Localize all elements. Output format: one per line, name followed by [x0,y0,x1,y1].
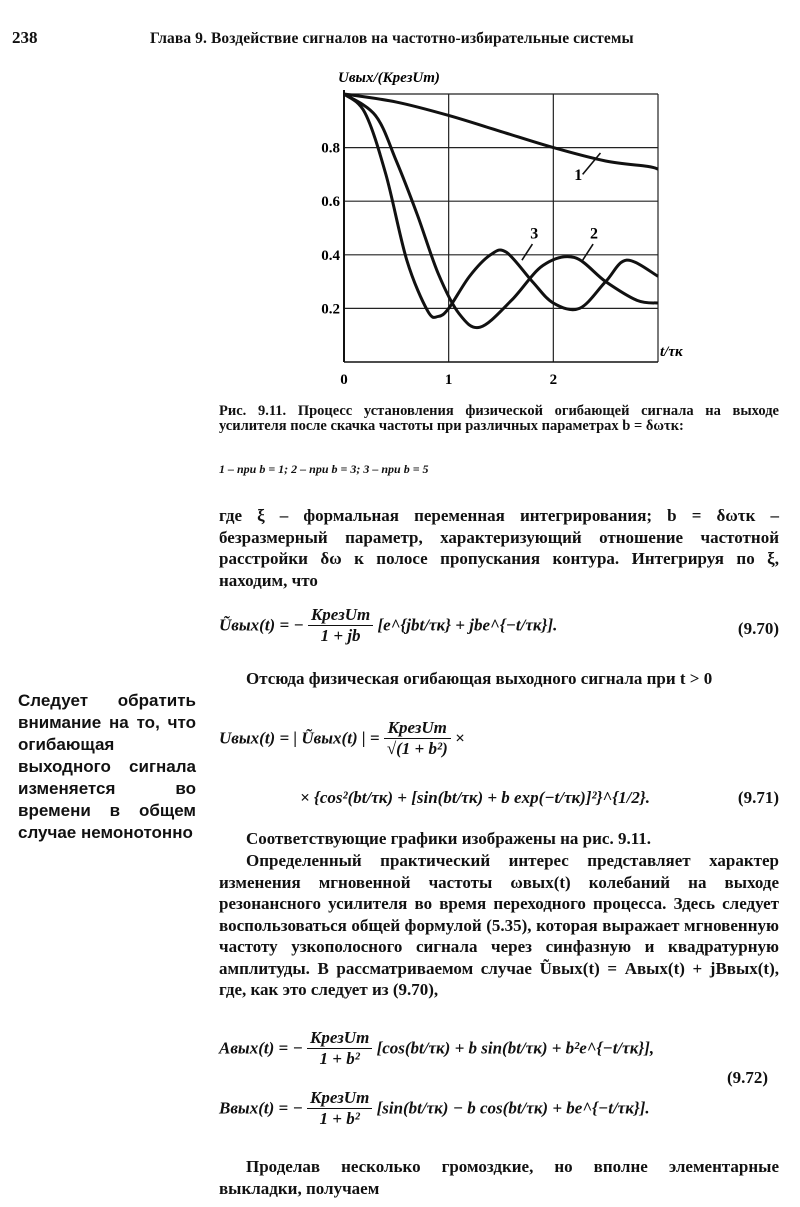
annotation-leader [583,244,593,260]
eq972a-tail: [cos(bt/τк) + b sin(bt/τк) + b²e^{−t/τк}], [376,1038,655,1058]
curve-label-1: 1 [574,166,583,184]
eq971-fraction [384,718,451,759]
eq970-fraction [308,605,373,646]
eq972b-numerator: KрезUm [307,1088,372,1109]
x-tick-label: 1 [444,372,453,388]
series-line-2 [344,94,658,328]
eq972-number: (9.72) [727,1068,769,1087]
chart-grid [344,94,658,362]
eq972b-denominator: 1 + b² [319,1109,360,1128]
series-line-1 [344,94,658,169]
y-tick-label: 0.4 [321,247,340,264]
eq972a-numerator: KрезUm [307,1028,372,1049]
margin-note: Следует обратить внимание на то, что огибающая выходного сигнала изменяется во времени в общем случае немонотонно [18,691,196,842]
equation-9-70 [219,605,779,653]
paragraph-5: Проделав несколько громоздкие, но вполне элементарные выкладки, получаем [219,1157,779,1198]
eq972a-lhs: Aвых(t) = − [219,1038,303,1058]
figure-caption: Рис. 9.11. Процесс установления физической огибающей сигнала на выходе усилителя после скачка частоты при различных параметрах b = δωτк: [219,403,779,434]
equation-9-71-line1 [219,718,779,774]
eq971-numerator: KрезUm [384,718,451,739]
y-tick-label: 0.2 [321,301,340,318]
eq972a-fraction [307,1028,372,1069]
eq971-line2: × {cos²(bt/τк) + [sin(bt/τк) + b exp(−t/τк)]²}^{1/2}. [300,788,651,807]
x-tick-label: 0 [340,372,348,388]
paragraph-1: где ξ – формальная переменная интегрирования; b = δωτк – безразмерный параметр, характеризующий отношение частотной расстройки δω к полосе пропускания контура. Интегрируя по ξ, находим, что [219,506,779,590]
eq971-number: (9.71) [737,788,779,807]
eq972b-tail: [sin(bt/τк) − b cos(bt/τк) + be^{−t/τк}]. [376,1098,650,1118]
eq972b-fraction [307,1088,372,1129]
x-tick-label: 2 [549,372,558,388]
equation-9-71-line2 [300,788,779,808]
annotation-leader [522,244,532,260]
eq971-lhs: Uвых(t) = | Ũвых(t) | = [219,728,380,748]
paragraph-3: Соответствующие графики изображены на рис. 9.11. [246,829,652,848]
x-axis-label: t/τк [660,344,683,360]
eq970-denominator: 1 + jb [320,626,361,645]
eq970-number: (9.70) [737,619,779,638]
eq971-denominator: √(1 + b²) [386,739,448,758]
figure-legend: 1 – при b = 1; 2 – при b = 3; 3 – при b = 5 [219,462,429,476]
eq970-tail: [e^{jbt/τк} + jbe^{−t/τк}]. [377,615,558,635]
paragraph-2: Отсюда физическая огибающая выходного сигнала при t > 0 [246,669,713,688]
y-tick-label: 0.8 [321,140,340,157]
eq972a-denominator: 1 + b² [319,1049,360,1068]
chart-series [344,94,658,328]
eq970-numerator: KрезUm [308,605,373,626]
equation-9-72b [219,1088,719,1136]
eq970-lhs: Ũвых(t) = − [219,615,304,635]
curve-label-2: 2 [589,225,598,243]
y-tick-label: 0.6 [321,194,340,211]
equation-9-72a [219,1028,699,1076]
page-number: 238 [12,28,38,47]
eq971-tail: × [454,728,465,748]
eq972b-lhs: Bвых(t) = − [219,1098,303,1118]
envelope-chart [300,62,683,392]
running-title: Глава 9. Воздействие сигналов на частотно-избирательные системы [150,30,634,47]
paragraph-4: Определенный практический интерес представляет характер изменения мгновенной частоты ωвых(t) колебаний на выходе резонансного усилителя во время переходного процесса. Здесь следует воспользоваться общей формулой (5.35), которая выражает мгновенную частоту узкополосного сигнала через синфазную и квадратурную амплитуды. В рассматриваемом случае Ũвых(t) = Aвых(t) + jBвых(t), где, как это следует из (9.70), [219,851,779,999]
curve-label-3: 3 [530,225,539,243]
y-axis-label: Uвых/(KрезUm) [338,70,440,86]
